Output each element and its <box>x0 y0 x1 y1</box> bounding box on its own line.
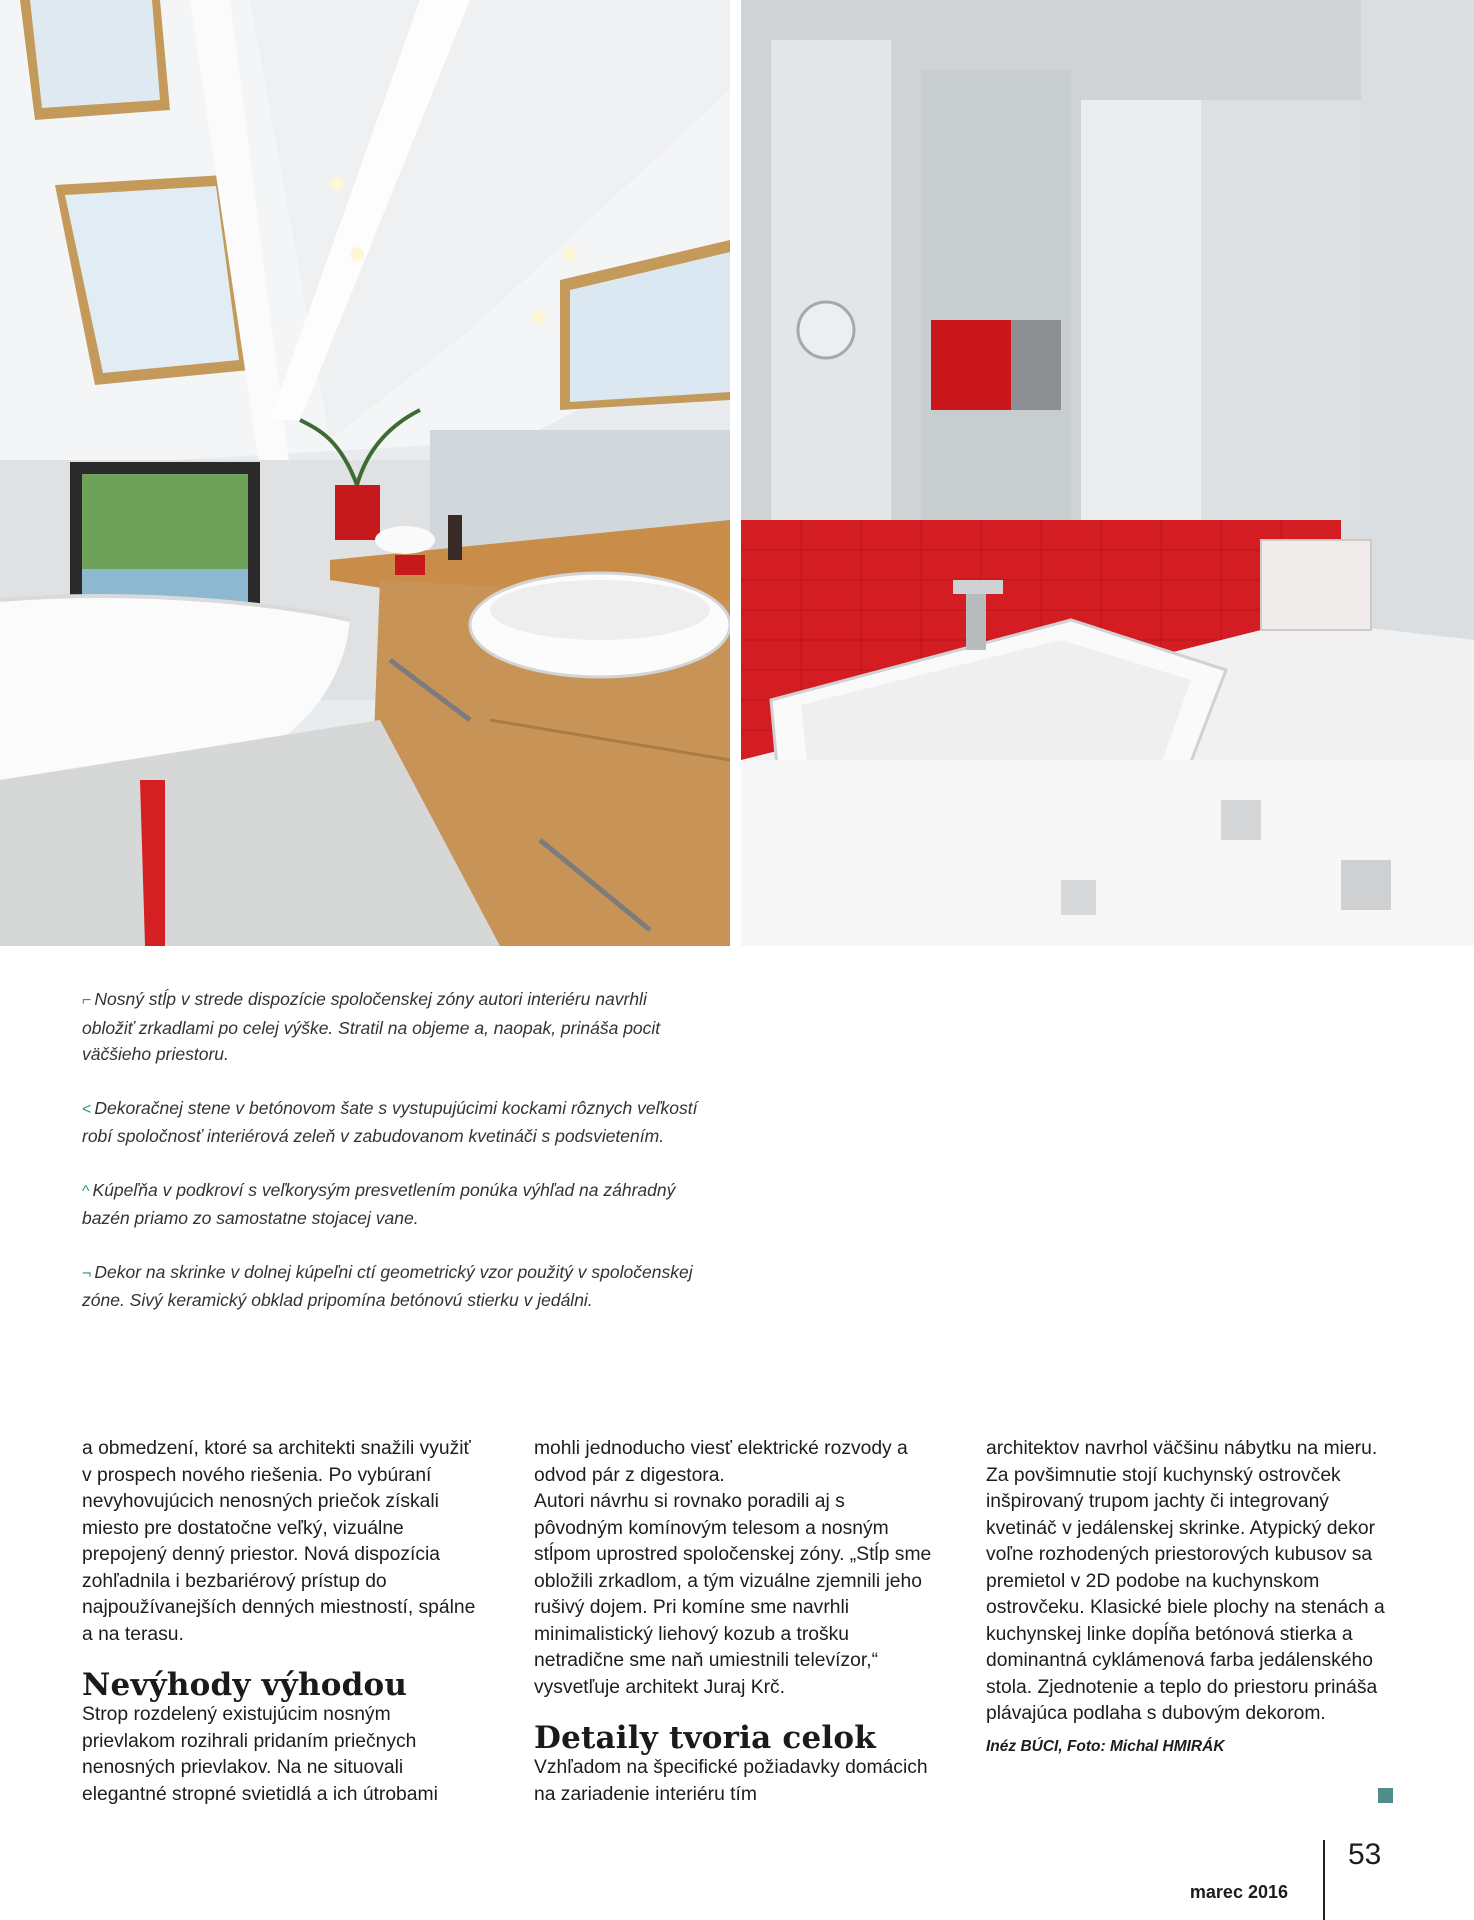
caption-3-text: Kúpeľňa v podkroví s veľkorysým presvetlením ponúka výhľad na záhradný bazén priamo zo samostatne stojacej vane. <box>82 1179 676 1228</box>
footer-divider <box>1323 1840 1325 1920</box>
article-column-2 <box>534 1436 934 1808</box>
article-column-1 <box>82 1436 482 1808</box>
corner-arrow-right-icon: ¬ <box>82 1264 92 1282</box>
caption-3 <box>82 1177 702 1232</box>
paragraph: a obmedzení, ktoré sa architekti snažili využiť v prospech nového riešenia. Po vybúraní nevyhovujúcich nenosných priečok získali miesto pre dostatočne veľký, vizuálne prepojený denný priestor. Nová dispozícia zohľadnila i bezbariérový prístup do najpoužívanejších denných miestností, spálne a na terasu. <box>82 1438 476 1645</box>
caption-2 <box>82 1095 702 1150</box>
issue-label: marec 2016 <box>1189 1882 1288 1902</box>
photo-attic-bathroom <box>0 0 730 946</box>
paragraph: Autori návrhu si rovnako poradili aj s pôvodným komínovým telesom a nosným stĺpom uprostred spoločenskej zóny. „Stĺp sme obložili zrkadlom, a tým vizuálne zjemnili jeho rušivý dojem. Pri komíne sme navrhli minimalistický liehový kozub a trošku netradične sme naň umiestnili televízor,“ vysvetľuje architekt Juraj Krč. <box>534 1491 932 1698</box>
attic-bathroom-illustration <box>0 0 730 946</box>
photo-vanity-red-mosaic <box>741 0 1474 946</box>
paragraph: Vzhľadom na špecifické požiadavky domácich na zariadenie interiéru tím <box>534 1757 928 1805</box>
left-arrow-icon: < <box>82 1100 92 1118</box>
paragraph: architektov navrhol väčšinu nábytku na mieru. Za povšimnutie stojí kuchynský ostrovček inšpirovaný trupom jachty či integrovaný kvetináč v jedálenskej skrinke. Atypický dekor voľne rozhodených priestorových kubusov sa premietol v 2D podobe na kuchynskom ostrovčeku. Klasické biele plochy na stenách a kuchynskej linke dopĺňa betónová stierka a dominantná cyklámenová farba jedálenského stola. Zjednotenie a teplo do priestoru prináša plávajúca podlaha s dubovým dekorom. <box>986 1438 1385 1724</box>
caption-1 <box>82 986 702 1068</box>
section-heading-nevyhody: Nevýhody výhodou <box>82 1667 408 1703</box>
section-heading-detaily: Detaily tvoria celok <box>534 1720 876 1756</box>
caption-4 <box>82 1259 702 1314</box>
caption-2-text: Dekoračnej stene v betónovom šate s vystupujúcimi kockami rôznych veľkostí robí spoločnosť interiérová zeleň v zabudovanom kvetináči s podsvietením. <box>82 1097 698 1146</box>
end-of-article-square-icon <box>1378 1788 1393 1803</box>
article-column-3 <box>986 1436 1386 1760</box>
paragraph: mohli jednoducho viesť elektrické rozvody a odvod pár z digestora. <box>534 1438 908 1486</box>
up-arrow-icon: ^ <box>82 1182 90 1200</box>
page-number: 53 <box>1348 1838 1382 1871</box>
author-credit: Inéz BÚCI, Foto: Michal HMIRÁK <box>986 1737 1225 1755</box>
caption-4-text: Dekor na skrinke v dolnej kúpeľni ctí geometrický vzor použitý v spoločenskej zóne. Sivý keramický obklad pripomína betónovú stierku v jedálni. <box>82 1261 693 1310</box>
paragraph: Strop rozdelený existujúcim nosným prievlakom rozihrali pridaním priečnych nenosných prievlakov. Na ne situovali elegantné stropné svietidlá a ich útrobami <box>82 1704 438 1805</box>
corner-arrow-icon: ⌐ <box>82 992 92 1009</box>
caption-1-text: Nosný stĺp v strede dispozície spoločenskej zóny autori interiéru navrhli obložiť zrkadlami po celej výške. Stratil na objeme a, naopak, prináša pocit väčšieho priestoru. <box>82 989 661 1064</box>
vanity-illustration <box>741 0 1474 946</box>
photo-captions <box>82 986 702 1341</box>
